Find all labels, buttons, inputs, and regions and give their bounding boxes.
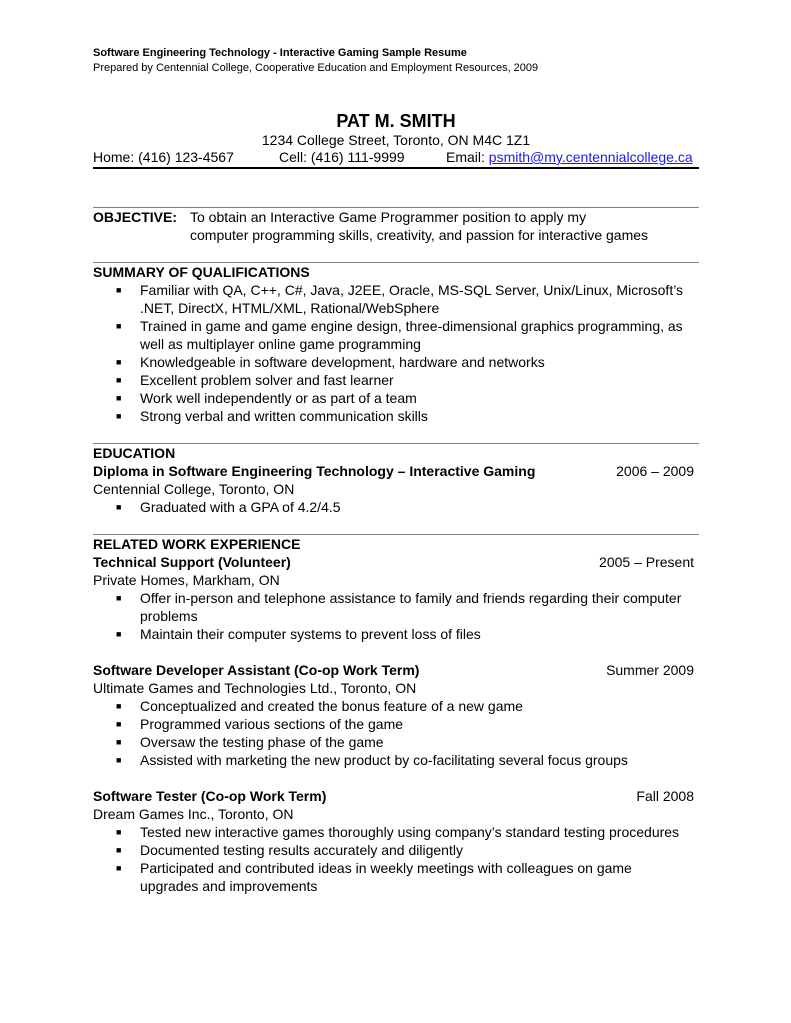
- square-bullet-icon: ■: [116, 629, 122, 639]
- objective-section: [93, 206, 699, 244]
- email-line: [446, 149, 693, 166]
- bullet-text: Documented testing results accurately and diligently: [140, 842, 463, 858]
- resume-page: [93, 46, 699, 895]
- email-label: Email:: [446, 149, 489, 165]
- bullet-text: Graduated with a GPA of 4.2/4.5: [140, 499, 341, 515]
- bullet-item: [116, 498, 699, 516]
- job-dates: Summer 2009: [606, 662, 694, 678]
- bullet-text: Knowledgeable in software development, hardware and networks: [140, 354, 545, 370]
- bullet-item: [116, 859, 699, 895]
- bullet-text: Familiar with QA, C++, C#, Java, J2EE, Oracle, MS-SQL Server, Unix/Linux, Microsoft’s .NET, DirectX, HTML/XML, Rational/WebSphere: [140, 282, 684, 316]
- square-bullet-icon: ■: [116, 393, 122, 403]
- school-name: Centennial College, Toronto, ON: [93, 481, 295, 497]
- bullet-item: [116, 841, 699, 859]
- square-bullet-icon: ■: [116, 863, 122, 873]
- job-title: Software Developer Assistant (Co-op Work Term): [93, 662, 420, 678]
- degree-title: Diploma in Software Engineering Technology – Interactive Gaming: [93, 463, 536, 479]
- bullet-text: Participated and contributed ideas in weekly meetings with colleagues on game upgrades and improvements: [140, 860, 632, 894]
- job-header: [93, 661, 699, 679]
- bullet-text: Oversaw the testing phase of the game: [140, 734, 384, 750]
- experience-section: [93, 534, 699, 895]
- bullet-text: Offer in-person and telephone assistance to family and friends regarding their computer problems: [140, 590, 682, 624]
- bullet-item: [116, 281, 699, 317]
- objective-text-line: computer programming skills, creativity, and passion for interactive games: [190, 227, 649, 243]
- job-duties-list: [93, 697, 699, 769]
- job-title: Technical Support (Volunteer): [93, 554, 291, 570]
- summary-title: SUMMARY OF QUALIFICATIONS: [93, 264, 310, 280]
- bullet-text: Assisted with marketing the new product by co-facilitating several focus groups: [140, 752, 628, 768]
- bullet-item: [116, 625, 699, 643]
- square-bullet-icon: ■: [116, 719, 122, 729]
- job-duties-list: [93, 823, 699, 895]
- square-bullet-icon: ■: [116, 375, 122, 385]
- home-phone: Home: (416) 123-4567: [93, 149, 234, 165]
- objective-text-line: To obtain an Interactive Game Programmer position to apply my: [190, 209, 587, 225]
- bullet-text: Programmed various sections of the game: [140, 716, 404, 732]
- job-employer: Private Homes, Markham, ON: [93, 572, 280, 588]
- objective-text: [190, 208, 699, 244]
- bullet-text: Conceptualized and created the bonus feature of a new game: [140, 698, 523, 714]
- square-bullet-icon: ■: [116, 755, 122, 765]
- square-bullet-icon: ■: [116, 845, 122, 855]
- square-bullet-icon: ■: [116, 502, 122, 512]
- square-bullet-icon: ■: [116, 593, 122, 603]
- square-bullet-icon: ■: [116, 357, 122, 367]
- job-dates: 2005 – Present: [599, 554, 694, 570]
- square-bullet-icon: ■: [116, 701, 122, 711]
- job-header: [93, 553, 699, 571]
- job-entry: [93, 787, 699, 895]
- job-header: [93, 787, 699, 805]
- bullet-item: [116, 697, 699, 715]
- document-header-subtitle: Prepared by Centennial College, Cooperative Education and Employment Resources, 2009: [93, 62, 539, 74]
- person-name: PAT M. SMITH: [336, 111, 456, 131]
- job-employer: Dream Games Inc., Toronto, ON: [93, 806, 294, 822]
- person-address: 1234 College Street, Toronto, ON M4C 1Z1: [261, 132, 531, 148]
- bullet-item: [116, 389, 699, 407]
- bullet-item: [116, 371, 699, 389]
- square-bullet-icon: ■: [116, 285, 122, 295]
- bullet-item: [116, 715, 699, 733]
- bullet-text: Work well independently or as part of a team: [140, 390, 417, 406]
- bullet-item: [116, 733, 699, 751]
- email-link[interactable]: psmith@my.centennialcollege.ca: [488, 149, 693, 165]
- bullet-item: [116, 823, 699, 841]
- bullet-text: Strong verbal and written communication skills: [140, 408, 428, 424]
- job-employer: Ultimate Games and Technologies Ltd., Toronto, ON: [93, 680, 417, 696]
- summary-section: [93, 262, 699, 425]
- education-section: [93, 443, 699, 516]
- square-bullet-icon: ■: [116, 737, 122, 747]
- job-duties-list: [93, 589, 699, 643]
- objective-label: OBJECTIVE:: [93, 209, 178, 225]
- bullet-text: Trained in game and game engine design, three-dimensional graphics programming, as well as multiplayer online game programming: [140, 318, 683, 352]
- job-dates: Fall 2008: [636, 788, 694, 804]
- contact-row: [93, 149, 699, 167]
- education-dates: 2006 – 2009: [616, 463, 694, 479]
- job-entry: [93, 661, 699, 769]
- bullet-item: [116, 589, 699, 625]
- bullet-item: [116, 353, 699, 371]
- square-bullet-icon: ■: [116, 411, 122, 421]
- bullet-item: [116, 317, 699, 353]
- education-row: [93, 462, 699, 480]
- bullet-item: [116, 751, 699, 769]
- header-divider: [93, 167, 699, 169]
- bullet-item: [116, 407, 699, 425]
- bullet-text: Tested new interactive games thoroughly using company’s standard testing procedures: [140, 824, 680, 840]
- summary-list: [93, 281, 699, 425]
- bullet-text: Maintain their computer systems to prevent loss of files: [140, 626, 481, 642]
- square-bullet-icon: ■: [116, 321, 122, 331]
- job-entry: [93, 553, 699, 643]
- job-title: Software Tester (Co-op Work Term): [93, 788, 327, 804]
- education-title: EDUCATION: [93, 445, 176, 461]
- square-bullet-icon: ■: [116, 827, 122, 837]
- bullet-text: Excellent problem solver and fast learner: [140, 372, 394, 388]
- education-list: [93, 498, 699, 516]
- document-header-title: Software Engineering Technology - Interactive Gaming Sample Resume: [93, 47, 467, 59]
- cell-phone: Cell: (416) 111-9999: [279, 149, 405, 165]
- experience-title: RELATED WORK EXPERIENCE: [93, 536, 301, 552]
